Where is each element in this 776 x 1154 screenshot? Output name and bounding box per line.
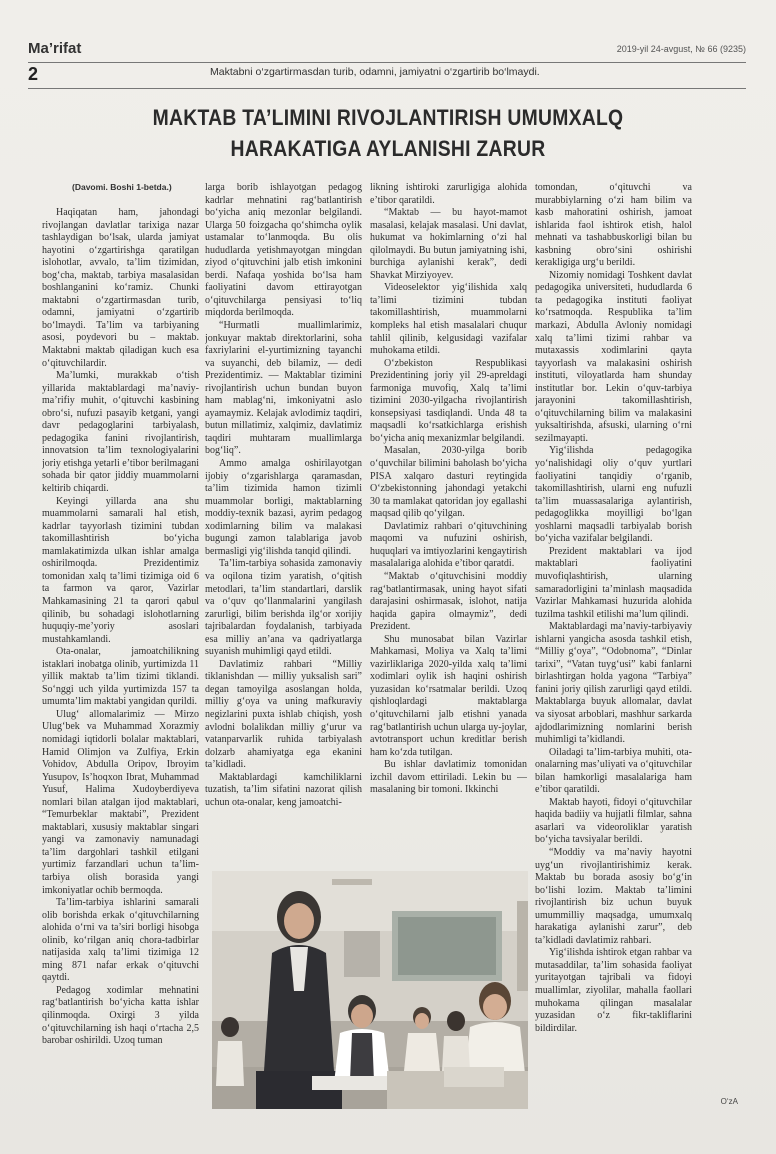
article-paragraph: Ota-onalar, jamoatchilikning istaklari inobatga olinib, yurtimizda 11 yillik maktab ta’lim tizimi tiklandi. So‘nggi uch yilda yurtimizda 157 ta umumta’lim maktabi yangidan qurildi.: [42, 646, 199, 708]
article-paragraph: Maktablardagi kamchiliklarni tuzatish, ta’lim sifatini nazorat qilish uchun ota-onalar, keng jamoatchi-: [205, 771, 362, 808]
article-paragraph: Nizomiy nomidagi Toshkent davlat pedagogika universiteti, hududlarda 6 ta pedagogika instituti faoliyat ko‘rsatmoqda. Respublika ta’lim markazi, Abdulla Avloniy nomidagi xalq ta’limi tizimi rahbar va mutaxassis xodimlarini qayta tayyorlash va malakasini oshirish instituti, viloyatlarda ham shunday institutlar bor. Lekin o‘quv-tarbiya jarayonini takomillashtirish, o‘qituvchilarning bilim va malakasini yuksaltirishda, afsuski, ularning o‘rni sezilmayapti.: [535, 269, 692, 444]
article-paragraph: larga borib ishlayotgan pedagog kadrlar mehnatini rag‘batlantirish bo‘yicha aniq mezonlar belgilandi. Ularga 50 foizgacha qo‘shimcha oylik ustamalar to‘lanmoqda. Bu olis hududlarda yetishmayotgan mingdan ziyod o‘qituvchini jalb etish imkonini berdi. Nafaqa yoshida bo‘lsa ham faoliyatini davom ettirayotgan o‘qituvchilarga pensiyasi to‘liq miqdorda berilmoqda.: [205, 182, 362, 319]
article-paragraph: Haqiqatan ham, jahondagi rivojlangan davlatlar tarixiga nazar tashlaydigan bo‘lsak, ularda jamiyat hayotini o‘zgartirishga qaratilgan islohotlar, avvalo, ta’lim tizimidan, bog‘cha, maktab, tarbiya masalasidan boshlanganini ko‘ramiz. Chunki maktabni o‘zgartirmasdan turib, odamni, jamiyatni o‘zgartirib bo‘lmaydi. Ta’lim va tarbiyaning asosi, poydevori bu – maktab. Maktabni maktab qiladigan kuch esa o‘qituvchilardir.: [42, 207, 199, 369]
article-column-4: [535, 182, 692, 1108]
article-paragraph: Ammo amalga oshirilayotgan ijobiy o‘zgarishlarga qaramasdan, ta’lim tizimida hamon tizimli muammolar borligi, maktablarning moddiy-texnik bazasi, ayrim pedagog xodimlarning bilim va malakasi bugungi zamon talablariga javob bermasligi yig‘ilishda tanqid qilindi.: [205, 458, 362, 557]
article-paragraph: Videoselektor yig‘ilishida xalq ta’limi tizimini tubdan takomillashtirish, muammolarni kompleks hal etish masalalari chuqur tahlil qilinib, kelgusidagi vazifalar muhokama etildi.: [370, 282, 527, 357]
article-column-3: [370, 182, 527, 862]
article-paragraph: Ulug‘ allomalarimiz — Mirzo Ulug‘bek va Muhammad Xorazmiy nomidagi iqtidorli bolalar maktablari, Hamid Olimjon va Zulfiya, Erkin Vohidov, Abdulla Oripov, Ibroyim Yusupov, Is’hoqxon Ibrat, Muhammad Yusuf, Halima Xudoyberdiyeva nomlari bilan atalgan ijod maktablari, “Temurbeklar maktabi”, Prezident maktablari, xususiy maktablar singari yangi va zamonaviy namunadagi ta’lim dargohlari tashkil etilgani yurtimiz farzandlari uchun ta’lim-tarbiya olish borasida yangi imkoniyatlar ochib bermoqda.: [42, 708, 199, 896]
article-paragraph: Shu munosabat bilan Vazirlar Mahkamasi, Moliya va Xalq ta’limi vazirliklariga 2020-yilda xalq ta’limi xodimlari oylik ish haqini oshirish yuzasidan ko‘rsatmalar berildi. Uzoq qishloqlardagi maktablarga o‘qituvchilarni jalb etishni yanada rag‘batlantirish uchun ularga uy-joylar, avtotransport uchun kreditlar berish ham ko‘zda tutilgan.: [370, 633, 527, 758]
article-paragraph: “Maktab o‘qituvchisini moddiy rag‘batlantirmasak, uning hayot sifati darajasini oshirmasak, islohot, natija haqida gapira olmaymiz”, dedi Prezident.: [370, 570, 527, 633]
article-paragraph: Maktablardagi ma’naviy-tarbiyaviy ishlarni yangicha asosda tashkil etish, “Milliy g‘oya”, “Odobnoma”, “Dinlar tarixi”, “Vatan tuyg‘usi” kabi fanlarni birlashtirgan holda yagona “Tarbiya” fanini joriy qilish zarurligi qayd etildi. Maktablarga buyuk allomalar, davlat va siyosat arboblari, mashhur sarkarda ajdodlarimizning nomlarini berish muhimligi ta’kidlandi.: [535, 621, 692, 746]
continued-note: (Davomi. Boshi 1-betda.): [72, 182, 172, 192]
article-paragraph: Pedagog xodimlar mehnatini rag‘batlantirish bo‘yicha katta ishlar qilinmoqda. Oxirgi 3 yilda o‘qituvchilarning ish haqi o‘rtacha 2,5 barobar oshirildi. Uzoq tuman: [42, 984, 199, 1047]
page-number: 2: [28, 64, 39, 84]
article-paragraph: Keyingi yillarda ana shu muammolarni samarali hal etish, kadrlar tayyorlash tizimini tubdan takomillashtirish bo‘yicha mamlakatimizda ulkan ishlar amalga oshirilmoqda. Prezidentimiz tomonidan xalq ta’limi tizimiga oid 6 ta farmon va qaror, Vazirlar Mahkamasining 21 ta qarori qabul qilinib, bu sohadagi islohotlarning huquqiy-me’yoriy asoslari mustahkamlandi.: [42, 495, 199, 645]
article-column-2: [205, 182, 362, 862]
news-agency-credit: O‘zA: [720, 1097, 738, 1106]
article-paragraph: “Moddiy va ma’naviy hayotni uyg‘un rivojlantirishimiz kerak. Maktab bu borada asosiy bo‘g‘in bo‘lishi lozim. Maktab ta’limini rivojlantirish biz uchun buyuk umummilliy maqsadga, umumxalq harakatiga aylanishi zarur”, deb ta’kidladi davlatimiz rahbari.: [535, 846, 692, 946]
article-paragraph: Prezident maktablari va ijod maktablari faoliyatini muvofiqlashtirish, ularning samaradorligini ta’minlash maqsadida Vazirlar Mahkamasi huzurida alohida tuzilma tashkil etilishi ma’lum qilindi.: [535, 545, 692, 620]
article-paragraph: “Maktab — bu hayot-mamot masalasi, kelajak masalasi. Uni davlat, hukumat va hokimlarning o‘zi hal qilolmaydi. Bu butun jamiyatning ishi, burchiga aylanishi kerak”, dedi Shavkat Mirziyoyev.: [370, 207, 527, 281]
article-headline: MAKTAB TA’LIMINI RIVOJLANTIRISH UMUMXALQ HARAKATIGA AYLANISHI ZARUR: [152, 105, 624, 161]
issue-info: 2019-yil 24-avgust, № 66 (9235): [616, 44, 746, 54]
article-paragraph: Davlatimiz rahbari o‘qituvchining maqomi va nufuzini oshirish, huquqlari va imtiyozlarini kengaytirish masalalariga alohida e’tibor qaratdi.: [370, 520, 527, 570]
masthead: [28, 40, 746, 62]
article-paragraph: Oiladagi ta’lim-tarbiya muhiti, ota-onalarning mas’uliyati va o‘qituvchilar bilan hamkorligi masalalariga ham e’tibor qaratildi.: [535, 746, 692, 796]
article-paragraph: Bu ishlar davlatimiz tomonidan izchil davom ettiriladi. Lekin bu — masalaning bir tomoni. Ikkinchi: [370, 759, 527, 796]
article-paragraph: Ta’lim-tarbiya sohasida zamonaviy va oqilona tizim yaratish, o‘qitish metodlari, ta’lim standartlari, darslik va o‘quv qo‘llanmalarini yangilash zarurligi, bilim berishda ilg‘or xorijiy tajribalardan foydalanish, tarbiyada esa milliy an’ana va qadriyatlarga suyanish muhimligi qayd etildi.: [205, 558, 362, 658]
article-paragraph: likning ishtiroki zarurligiga alohida e’tibor qaratildi.: [370, 182, 527, 206]
classroom-photo: [212, 871, 528, 1109]
article-column-1: [42, 207, 199, 1117]
newspaper-logo: Ma’rifat: [28, 40, 82, 57]
article-paragraph: Ma’lumki, murakkab o‘tish yillarida maktablardagi ma’naviy-ma’rifiy muhit, o‘qituvchi kasbining obro‘si, nufuzi pasayib ketgani, yangi davr pedagoglarini tarbiyalash, pedagogika fanini rivojlantirish, innovatsion ta’lim texnologiyalarini joriy etishga yetarli e’tibor berilmagani sohada bir qator jiddiy muammolarni keltirib chiqardi.: [42, 370, 199, 495]
article-paragraph: O‘zbekiston Respublikasi Prezidentining joriy yil 29-apreldagi farmoniga muvofiq, Xalq ta’limi tizimini 2030-yilgacha rivojlantirish konsepsiyasi tasdiqlandi. Unda 48 ta maqsadli ko‘rsatkichlarga erishish bo‘yicha aniq mexanizmlar belgilandi.: [370, 357, 527, 444]
article-paragraph: Yig‘ilishda ishtirok etgan rahbar va mutasaddilar, ta’lim sohasida faoliyat yuritayotgan tajribali va fidoyi muallimlar, ziyolilar, mahalla faollari muhokama qilingan masalalar yuzasidan o‘z fikr-takliflarini bildirdilar.: [535, 947, 692, 1034]
masthead-rule: [28, 62, 746, 63]
classroom-photo-illustration: [212, 871, 528, 1109]
article-paragraph: Yig‘ilishda pedagogika yo‘nalishidagi oliy o‘quv yurtlari faoliyatini tanqidiy o‘rganib, takomillashtirish, ularni eng nufuzli ta’lim muassasalariga aylantirish, pedagoglikka moyilligi bo‘lgan yoshlarni maqsadli tarbiyalab borish bo‘yicha vazifalar belgilandi.: [535, 445, 692, 545]
article-paragraph: Ta’lim-tarbiya ishlarini samarali olib borishda erkak o‘qituvchilarning alohida o‘rni va ta’siri borligi hisobga olinib, ko‘rilgan aniq chora-tadbirlar natijasida xalq ta’limi tizimiga 12 ming 871 nafar erkak o‘qituvchi qaytdi.: [42, 897, 199, 984]
page-slogan: Maktabni o‘zgartirmasdan turib, odamni, jamiyatni o‘zgartirib bo‘lmaydi.: [210, 66, 540, 78]
article-paragraph: Maktab hayoti, fidoyi o‘qituvchilar haqida badiiy va hujjatli filmlar, sahna asarlari va videoroliklar yaratish bo‘yicha tavsiyalar berildi.: [535, 796, 692, 846]
article-paragraph: Masalan, 2030-yilga borib o‘quvchilar bilimini baholash bo‘yicha PISA xalqaro dasturi reytingida O‘zbekistonning jahondagi yetakchi 30 ta mamlakat qatoridan joy egallashi maqsad qilib qo‘yilgan.: [370, 445, 527, 520]
article-paragraph: “Hurmatli muallimlarimiz, jonkuyar maktab direktorlarini, soha faxriylarini el-yurtimizning tayanchi va suyanchi, deb bilamiz, — dedi Prezidentimiz. — Maktablar tizimini rivojlantirish uchun bundan buyon ham mablag‘ni, imkoniyatni aslo ayamaymiz. Kelajak avlodimiz taqdiri, butun millatimiz, xalqimiz, davlatimiz taqdiri muhtaram muallimlarga bog‘liq”.: [205, 320, 362, 457]
slogan-rule: [28, 88, 746, 89]
article-paragraph: tomondan, o‘qituvchi va murabbiylarning o‘zi ham bilim va kasb mahoratini oshirish, jamoat ishlarida faol ishtirok etish, halol mehnati va tashabbuskorligi bilan bu kasbning obro‘sini oshirishi kerakligiga urg‘u berildi.: [535, 182, 692, 269]
article-paragraph: Davlatimiz rahbari “Milliy tiklanishdan — milliy yuksalish sari” degan tamoyilga asoslangan holda, milliy g‘oya va uning mafkuraviy negizlarini puxta ishlab chiqish, yosh avlodni bolalikdan milliy g‘urur va vatanparvarlik ruhida tarbiyalash dolzarb ahamiyatga ega ekanini ta’kidladi.: [205, 658, 362, 771]
